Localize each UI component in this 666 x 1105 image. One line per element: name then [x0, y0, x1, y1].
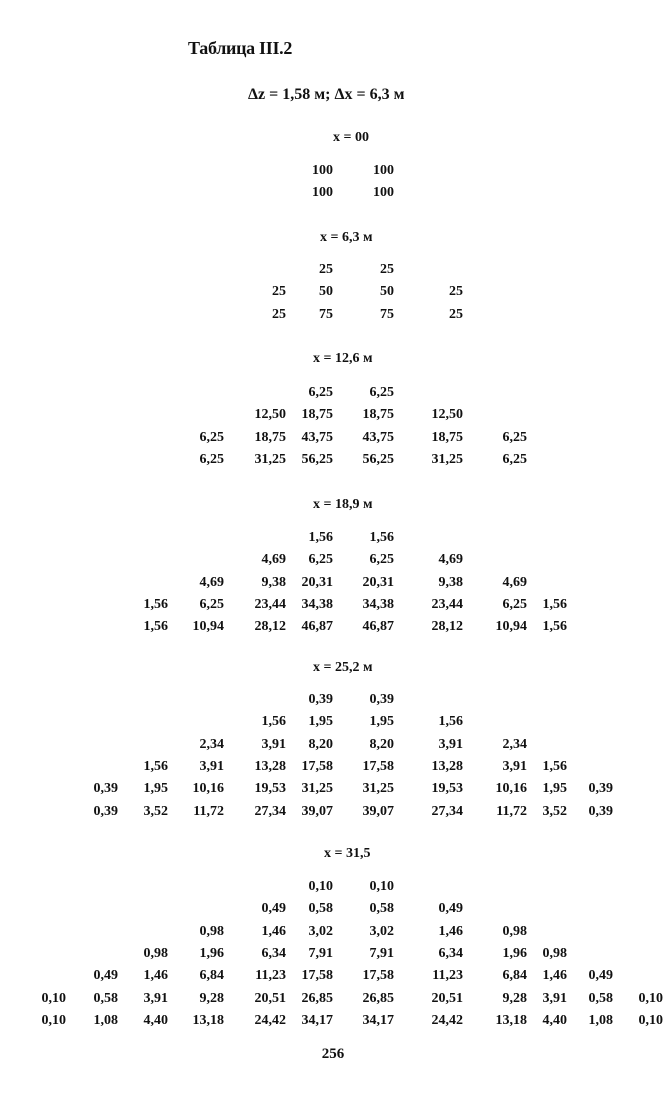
table-cell: 0,39 [93, 804, 118, 819]
table-cell: 6,25 [199, 597, 224, 612]
table-cell: 23,44 [431, 597, 463, 612]
table-cell: 2,34 [502, 737, 527, 752]
page-number: 256 [321, 1046, 345, 1062]
table-cell: 10,94 [192, 619, 224, 634]
table-cell: 0,98 [143, 946, 168, 961]
table-cell: 6,25 [502, 597, 527, 612]
table-cell: 19,53 [254, 781, 286, 796]
table-cell: 50 [319, 284, 333, 299]
table-cell: 11,72 [193, 804, 224, 819]
table-cell: 11,23 [255, 968, 286, 983]
table-cell: 13,28 [431, 759, 463, 774]
table-cell: 100 [373, 163, 394, 178]
table-cell: 1,56 [143, 759, 168, 774]
table-cell: 0,10 [41, 1013, 66, 1028]
table-cell: 0,10 [638, 991, 663, 1006]
table-cell: 6,84 [502, 968, 527, 983]
section-label: x = 12,6 м [313, 351, 373, 366]
table-cell: 6,84 [199, 968, 224, 983]
table-cell: 9,28 [199, 991, 224, 1006]
table-cell: 9,38 [261, 575, 286, 590]
table-cell: 34,38 [362, 597, 394, 612]
table-cell: 0,58 [93, 991, 118, 1006]
table-cell: 4,69 [438, 552, 463, 567]
table-cell: 6,25 [308, 552, 333, 567]
table-cell: 100 [312, 163, 333, 178]
table-cell: 31,25 [301, 781, 333, 796]
table-cell: 56,25 [362, 452, 394, 467]
table-cell: 27,34 [431, 804, 463, 819]
table-cell: 46,87 [301, 619, 333, 634]
section-label: x = 18,9 м [313, 497, 373, 512]
table-cell: 1,96 [199, 946, 224, 961]
table-cell: 13,18 [192, 1013, 224, 1028]
table-cell: 12,50 [254, 407, 286, 422]
section-label: x = 25,2 м [313, 660, 373, 675]
table-cell: 6,25 [502, 452, 527, 467]
section-label: x = 31,5 [324, 846, 371, 861]
table-cell: 20,51 [254, 991, 286, 1006]
table-cell: 1,08 [93, 1013, 118, 1028]
table-cell: 1,56 [542, 759, 567, 774]
table-cell: 1,95 [542, 781, 567, 796]
table-cell: 34,38 [301, 597, 333, 612]
table-cell: 4,69 [502, 575, 527, 590]
table-cell: 56,25 [301, 452, 333, 467]
table-cell: 20,51 [431, 991, 463, 1006]
table-cell: 1,56 [542, 597, 567, 612]
table-cell: 6,25 [199, 452, 224, 467]
table-cell: 3,02 [308, 924, 333, 939]
table-cell: 1,95 [369, 714, 394, 729]
table-cell: 75 [380, 307, 394, 322]
table-cell: 1,56 [369, 530, 394, 545]
table-cell: 3,52 [143, 804, 168, 819]
table-cell: 17,58 [301, 759, 333, 774]
table-cell: 0,58 [308, 901, 333, 916]
table-cell: 8,20 [308, 737, 333, 752]
table-cell: 34,17 [301, 1013, 333, 1028]
table-cell: 0,10 [638, 1013, 663, 1028]
table-cell: 1,56 [308, 530, 333, 545]
table-cell: 6,25 [199, 430, 224, 445]
table-cell: 1,95 [143, 781, 168, 796]
table-cell: 0,39 [93, 781, 118, 796]
table-cell: 3,91 [502, 759, 527, 774]
table-cell: 3,02 [369, 924, 394, 939]
table-cell: 0,58 [588, 991, 613, 1006]
table-cell: 0,58 [369, 901, 394, 916]
table-cell: 31,25 [254, 452, 286, 467]
table-cell: 0,10 [308, 879, 333, 894]
table-cell: 25 [449, 307, 463, 322]
table-cell: 6,25 [308, 385, 333, 400]
table-cell: 1,56 [261, 714, 286, 729]
table-cell: 3,91 [542, 991, 567, 1006]
table-cell: 0,39 [588, 804, 613, 819]
table-cell: 13,18 [495, 1013, 527, 1028]
table-cell: 6,25 [369, 385, 394, 400]
table-cell: 19,53 [431, 781, 463, 796]
table-cell: 17,58 [362, 968, 394, 983]
table-cell: 26,85 [301, 991, 333, 1006]
table-cell: 23,44 [254, 597, 286, 612]
table-cell: 0,49 [588, 968, 613, 983]
table-cell: 12,50 [431, 407, 463, 422]
table-cell: 8,20 [369, 737, 394, 752]
table-cell: 100 [312, 185, 333, 200]
table-cell: 3,52 [542, 804, 567, 819]
table-cell: 1,46 [438, 924, 463, 939]
table-cell: 4,69 [199, 575, 224, 590]
table-cell: 24,42 [254, 1013, 286, 1028]
table-cell: 43,75 [362, 430, 394, 445]
table-cell: 10,16 [495, 781, 527, 796]
table-cell: 0,10 [369, 879, 394, 894]
table-cell: 9,28 [502, 991, 527, 1006]
table-cell: 25 [272, 307, 286, 322]
table-cell: 28,12 [254, 619, 286, 634]
table-title: Таблица III.2 [188, 38, 293, 58]
table-cell: 3,91 [438, 737, 463, 752]
table-cell: 75 [319, 307, 333, 322]
table-cell: 17,58 [362, 759, 394, 774]
table-cell: 20,31 [362, 575, 394, 590]
table-cell: 0,49 [438, 901, 463, 916]
table-cell: 0,39 [588, 781, 613, 796]
table-cell: 1,46 [542, 968, 567, 983]
table-cell: 0,49 [261, 901, 286, 916]
table-cell: 1,96 [502, 946, 527, 961]
table-cell: 0,39 [308, 692, 333, 707]
table-cell: 1,08 [588, 1013, 613, 1028]
table-cell: 24,42 [431, 1013, 463, 1028]
section-label: x = 00 [333, 130, 369, 145]
section-label: x = 6,3 м [320, 230, 373, 245]
table-cell: 25 [449, 284, 463, 299]
table-cell: 100 [373, 185, 394, 200]
table-cell: 39,07 [362, 804, 394, 819]
table-cell: 3,91 [199, 759, 224, 774]
table-cell: 0,49 [93, 968, 118, 983]
table-cell: 4,69 [261, 552, 286, 567]
table-cell: 28,12 [431, 619, 463, 634]
table-cell: 4,40 [143, 1013, 168, 1028]
table-cell: 6,25 [502, 430, 527, 445]
table-cell: 0,98 [502, 924, 527, 939]
table-cell: 13,28 [254, 759, 286, 774]
table-cell: 25 [319, 262, 333, 277]
table-cell: 18,75 [431, 430, 463, 445]
table-cell: 31,25 [362, 781, 394, 796]
table-cell: 3,91 [261, 737, 286, 752]
table-cell: 18,75 [254, 430, 286, 445]
table-cell: 34,17 [362, 1013, 394, 1028]
table-cell: 1,56 [143, 597, 168, 612]
table-cell: 2,34 [199, 737, 224, 752]
table-cell: 0,98 [542, 946, 567, 961]
table-cell: 46,87 [362, 619, 394, 634]
table-cell: 25 [380, 262, 394, 277]
table-cell: 9,38 [438, 575, 463, 590]
table-cell: 26,85 [362, 991, 394, 1006]
table-cell: 11,23 [432, 968, 463, 983]
table-cell: 10,16 [192, 781, 224, 796]
table-cell: 6,25 [369, 552, 394, 567]
table-cell: 17,58 [301, 968, 333, 983]
table-cell: 43,75 [301, 430, 333, 445]
table-cell: 18,75 [301, 407, 333, 422]
table-cell: 39,07 [301, 804, 333, 819]
table-cell: 1,56 [438, 714, 463, 729]
table-cell: 1,46 [143, 968, 168, 983]
table-cell: 7,91 [369, 946, 394, 961]
table-cell: 10,94 [495, 619, 527, 634]
table-cell: 1,56 [542, 619, 567, 634]
table-cell: 1,46 [261, 924, 286, 939]
table-cell: 25 [272, 284, 286, 299]
table-cell: 50 [380, 284, 394, 299]
table-cell: 20,31 [301, 575, 333, 590]
table-cell: 6,34 [438, 946, 463, 961]
table-cell: 0,10 [41, 991, 66, 1006]
table-cell: 0,39 [369, 692, 394, 707]
table-cell: 31,25 [431, 452, 463, 467]
table-cell: 1,56 [143, 619, 168, 634]
table-cell: 1,95 [308, 714, 333, 729]
table-cell: 27,34 [254, 804, 286, 819]
table-cell: 7,91 [308, 946, 333, 961]
table-cell: 11,72 [496, 804, 527, 819]
table-cell: 3,91 [143, 991, 168, 1006]
table-cell: 0,98 [199, 924, 224, 939]
table-cell: 4,40 [542, 1013, 567, 1028]
table-cell: 18,75 [362, 407, 394, 422]
table-cell: 6,34 [261, 946, 286, 961]
table-subtitle: Δz = 1,58 м; Δx = 6,3 м [248, 86, 405, 103]
